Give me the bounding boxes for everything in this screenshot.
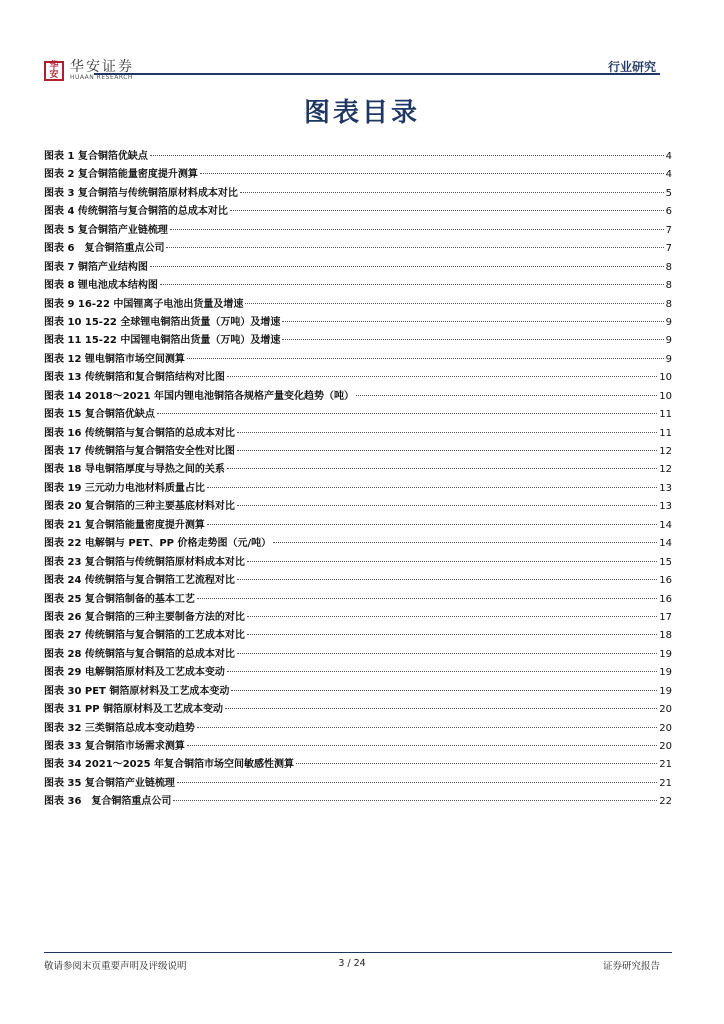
- toc-entry-label[interactable]: 图表 22 电解铜与 PET、PP 价格走势图（元/吨）: [44, 538, 272, 550]
- toc-entry-label[interactable]: 图表 19 三元动力电池材料质量占比: [44, 482, 205, 494]
- toc-entry[interactable]: [44, 425, 672, 443]
- toc-dot-leader: [237, 450, 657, 451]
- toc-entry[interactable]: [44, 756, 672, 774]
- toc-dot-leader: [245, 303, 663, 304]
- toc-entry[interactable]: [44, 166, 672, 184]
- toc-entry[interactable]: [44, 480, 672, 498]
- logo-name-cn: 华安证券: [70, 59, 134, 75]
- toc-entry[interactable]: [44, 609, 672, 627]
- toc-entry-label[interactable]: 图表 33 复合铜箔市场需求测算: [44, 741, 185, 752]
- toc-dot-leader: [237, 653, 657, 654]
- toc-entry-label[interactable]: 图表 32 三类铜箔总成本变动趋势: [44, 722, 195, 734]
- header-divider: [94, 73, 660, 75]
- toc-entry-page[interactable]: 19: [659, 685, 672, 697]
- toc-entry-page[interactable]: 10: [659, 372, 672, 384]
- toc-dot-leader: [231, 690, 657, 691]
- toc-entry-label[interactable]: 图表 3 复合铜箔与传统铜箔原材料成本对比: [44, 187, 238, 199]
- toc-dot-leader: [187, 745, 657, 746]
- toc-entry-page[interactable]: 19: [659, 667, 672, 679]
- toc-entry-page[interactable]: 4: [665, 151, 672, 162]
- toc-entry-label[interactable]: 图表 18 导电铜箔厚度与导热之间的关系: [44, 464, 225, 476]
- toc-entry[interactable]: [44, 646, 672, 664]
- toc-entry-page[interactable]: 6: [665, 206, 672, 218]
- toc-entry[interactable]: [44, 332, 672, 350]
- toc-entry-page[interactable]: 9: [665, 316, 672, 328]
- toc-entry[interactable]: [44, 369, 672, 387]
- page-footer: [44, 958, 660, 972]
- toc-entry[interactable]: [44, 443, 672, 461]
- toc-dot-leader: [237, 432, 657, 433]
- toc-dot-leader: [282, 321, 663, 322]
- toc-entry-label[interactable]: 图表 6 复合铜箔重点公司: [44, 243, 165, 255]
- toc-entry-label[interactable]: 图表 36 复合铜箔重点公司: [44, 796, 172, 808]
- toc-entry-page[interactable]: 14: [659, 538, 672, 550]
- toc-entry-page[interactable]: 8: [665, 298, 672, 310]
- toc-entry[interactable]: [44, 406, 672, 424]
- toc-dot-leader: [157, 413, 657, 414]
- toc-dot-leader: [227, 468, 657, 469]
- toc-entry[interactable]: [44, 240, 672, 258]
- toc-entry-page[interactable]: 15: [659, 556, 672, 568]
- toc-entry-label[interactable]: 图表 9 16-22 中国锂离子电池出货量及增速: [44, 298, 244, 310]
- toc-entry-page[interactable]: 14: [659, 519, 672, 531]
- toc-entry-label[interactable]: 图表 24 传统铜箔与复合铜箔工艺流程对比: [44, 575, 235, 587]
- toc-entry[interactable]: [44, 314, 672, 332]
- toc-entry-label[interactable]: 图表 29 电解铜箔原材料及工艺成本变动: [44, 667, 225, 679]
- toc-entry-page[interactable]: 5: [665, 187, 672, 199]
- toc-entry-page[interactable]: 13: [659, 482, 672, 494]
- toc-entry-page[interactable]: 8: [665, 280, 672, 292]
- toc-dot-leader: [356, 395, 657, 396]
- toc-dot-leader: [207, 524, 657, 525]
- toc-entry[interactable]: [44, 572, 672, 590]
- toc-entry-label[interactable]: 图表 15 复合铜箔优缺点: [44, 409, 155, 421]
- toc-entry[interactable]: [44, 554, 672, 572]
- toc-dot-leader: [207, 487, 657, 488]
- toc-entry-label[interactable]: 图表 11 15-22 中国锂电铜箔出货量（万吨）及增速: [44, 335, 281, 347]
- toc-entry-page[interactable]: 21: [659, 759, 672, 771]
- toc-dot-leader: [296, 763, 657, 764]
- toc-entry-label[interactable]: 图表 21 复合铜箔能量密度提升测算: [44, 519, 205, 531]
- logo-name-en: HUAAN RESEARCH: [70, 74, 133, 81]
- report-category: 行业研究: [607, 60, 656, 74]
- toc-entry[interactable]: [44, 498, 672, 516]
- toc-entry[interactable]: [44, 185, 672, 203]
- toc-entry[interactable]: [44, 793, 672, 811]
- toc-entry-label[interactable]: 图表 27 传统铜箔与复合铜箔的工艺成本对比: [44, 630, 245, 642]
- logo-seal: 华安: [44, 61, 64, 81]
- toc-entry[interactable]: [44, 296, 672, 314]
- toc-dot-leader: [227, 376, 657, 377]
- toc-entry-label[interactable]: 图表 8 锂电池成本结构图: [44, 280, 158, 292]
- toc-entry-label[interactable]: 图表 28 传统铜箔与复合铜箔的总成本对比: [44, 648, 235, 660]
- page-number: 3 / 24: [338, 958, 366, 969]
- toc-dot-leader: [160, 284, 664, 285]
- toc-entry[interactable]: [44, 517, 672, 535]
- toc-entry-page[interactable]: 7: [665, 243, 672, 255]
- toc-entry-page[interactable]: 19: [659, 648, 672, 660]
- toc-entry-label[interactable]: 图表 20 复合铜箔的三种主要基底材料对比: [44, 501, 235, 513]
- toc-dot-leader: [177, 782, 657, 783]
- toc-dot-leader: [247, 561, 657, 562]
- toc-entry[interactable]: [44, 683, 672, 701]
- toc-entry-label[interactable]: 图表 7 铜箔产业结构图: [44, 261, 148, 273]
- toc-entry-page[interactable]: 17: [659, 611, 672, 623]
- toc-dot-leader: [282, 339, 663, 340]
- toc-entry-page[interactable]: 13: [659, 501, 672, 513]
- toc-entry[interactable]: [44, 627, 672, 645]
- page-title: 图表目录: [303, 98, 420, 128]
- toc-entry-label[interactable]: 图表 16 传统铜箔与复合铜箔的总成本对比: [44, 427, 235, 439]
- toc-entry-page[interactable]: 11: [659, 427, 672, 439]
- report-type: 证券研究报告: [602, 961, 660, 972]
- toc-entry-page[interactable]: 20: [659, 722, 672, 734]
- toc-entry[interactable]: [44, 351, 672, 369]
- toc-dot-leader: [187, 358, 664, 359]
- toc-entry-page[interactable]: 10: [659, 390, 672, 402]
- toc-entry[interactable]: [44, 701, 672, 719]
- toc-dot-leader: [237, 579, 657, 580]
- toc-entry-page[interactable]: 7: [665, 224, 672, 236]
- toc-entry-page[interactable]: 4: [665, 169, 672, 181]
- footer-divider: [44, 952, 672, 953]
- toc-entry-label[interactable]: 图表 26 复合铜箔的三种主要制备方法的对比: [44, 611, 245, 623]
- toc-dot-leader: [166, 247, 663, 248]
- toc-entry-label[interactable]: 图表 12 锂电铜箔市场空间测算: [44, 353, 185, 365]
- toc-entry-page[interactable]: 16: [659, 575, 672, 587]
- toc-entry-label[interactable]: 图表 14 2018～2021 年国内锂电池铜箔各规格产量变化趋势（吨）: [44, 390, 355, 402]
- toc-dot-leader: [230, 210, 664, 211]
- footer-disclaimer: 敬请参阅末页重要声明及评级说明: [44, 961, 187, 972]
- toc-dot-leader: [247, 634, 657, 635]
- toc-dot-leader: [173, 800, 657, 801]
- toc-dot-leader: [170, 229, 664, 230]
- page-header: [44, 54, 660, 90]
- toc-entry-page[interactable]: 20: [659, 704, 672, 716]
- toc-entry[interactable]: [44, 277, 672, 295]
- toc-entry[interactable]: [44, 259, 672, 277]
- toc-dot-leader: [150, 266, 664, 267]
- toc-entry[interactable]: [44, 775, 672, 793]
- toc-dot-leader: [197, 727, 657, 728]
- toc-entry-label[interactable]: 图表 34 2021～2025 年复合铜箔市场空间敏感性测算: [44, 759, 295, 771]
- toc-entry-page[interactable]: 20: [659, 741, 672, 752]
- toc-entry-label[interactable]: 图表 23 复合铜箔与传统铜箔原材料成本对比: [44, 556, 245, 568]
- toc-entry-label[interactable]: 图表 5 复合铜箔产业链梳理: [44, 224, 168, 236]
- toc-entry-label[interactable]: 图表 2 复合铜箔能量密度提升测算: [44, 169, 198, 181]
- toc-entry-page[interactable]: 22: [659, 796, 672, 808]
- company-logo: [44, 60, 134, 82]
- toc-dot-leader: [237, 505, 657, 506]
- toc-entry-label[interactable]: 图表 13 传统铜箔和复合铜箔结构对比图: [44, 372, 225, 384]
- toc-entry[interactable]: [44, 203, 672, 221]
- toc-entry[interactable]: [44, 535, 672, 553]
- toc-entry[interactable]: [44, 591, 672, 609]
- toc-entry[interactable]: [44, 720, 672, 738]
- toc-entry-label[interactable]: 图表 1 复合铜箔优缺点: [44, 151, 148, 162]
- toc-entry-label[interactable]: 图表 30 PET 铜箔原材料及工艺成本变动: [44, 685, 230, 697]
- toc-entry-label[interactable]: 图表 4 传统铜箔与复合铜箔的总成本对比: [44, 206, 228, 218]
- toc-entry-label[interactable]: 图表 25 复合铜箔制备的基本工艺: [44, 593, 195, 605]
- toc-entry-page[interactable]: 11: [659, 409, 672, 421]
- toc-dot-leader: [227, 671, 657, 672]
- toc-entry-page[interactable]: 18: [659, 630, 672, 642]
- toc-entry-page[interactable]: 9: [665, 353, 672, 365]
- toc-entry[interactable]: [44, 222, 672, 240]
- toc-entry-label[interactable]: 图表 31 PP 铜箔原材料及工艺成本变动: [44, 704, 224, 716]
- toc-entry[interactable]: [44, 388, 672, 406]
- toc-dot-leader: [273, 542, 657, 543]
- toc-entry[interactable]: [44, 148, 672, 166]
- toc-dot-leader: [150, 155, 664, 156]
- toc-entry[interactable]: [44, 738, 672, 756]
- toc-dot-leader: [197, 598, 657, 599]
- toc-entry-page[interactable]: 12: [659, 464, 672, 476]
- toc-entry-page[interactable]: 8: [665, 261, 672, 273]
- toc-entry-page[interactable]: 21: [659, 777, 672, 789]
- toc-entry[interactable]: [44, 461, 672, 479]
- toc-entry-page[interactable]: 9: [665, 335, 672, 347]
- toc-dot-leader: [247, 616, 657, 617]
- toc-entry-label[interactable]: 图表 35 复合铜箔产业链梳理: [44, 777, 175, 789]
- toc-entry-label[interactable]: 图表 17 传统铜箔与复合铜箔安全性对比图: [44, 446, 235, 457]
- toc-dot-leader: [240, 192, 664, 193]
- toc-entry-page[interactable]: 16: [659, 593, 672, 605]
- toc-entry-label[interactable]: 图表 10 15-22 全球锂电铜箔出货量（万吨）及增速: [44, 316, 281, 328]
- toc-entry-page[interactable]: 12: [659, 446, 672, 457]
- toc-entry[interactable]: [44, 664, 672, 682]
- figure-table-of-contents: [44, 148, 672, 812]
- toc-dot-leader: [225, 708, 657, 709]
- toc-dot-leader: [200, 173, 664, 174]
